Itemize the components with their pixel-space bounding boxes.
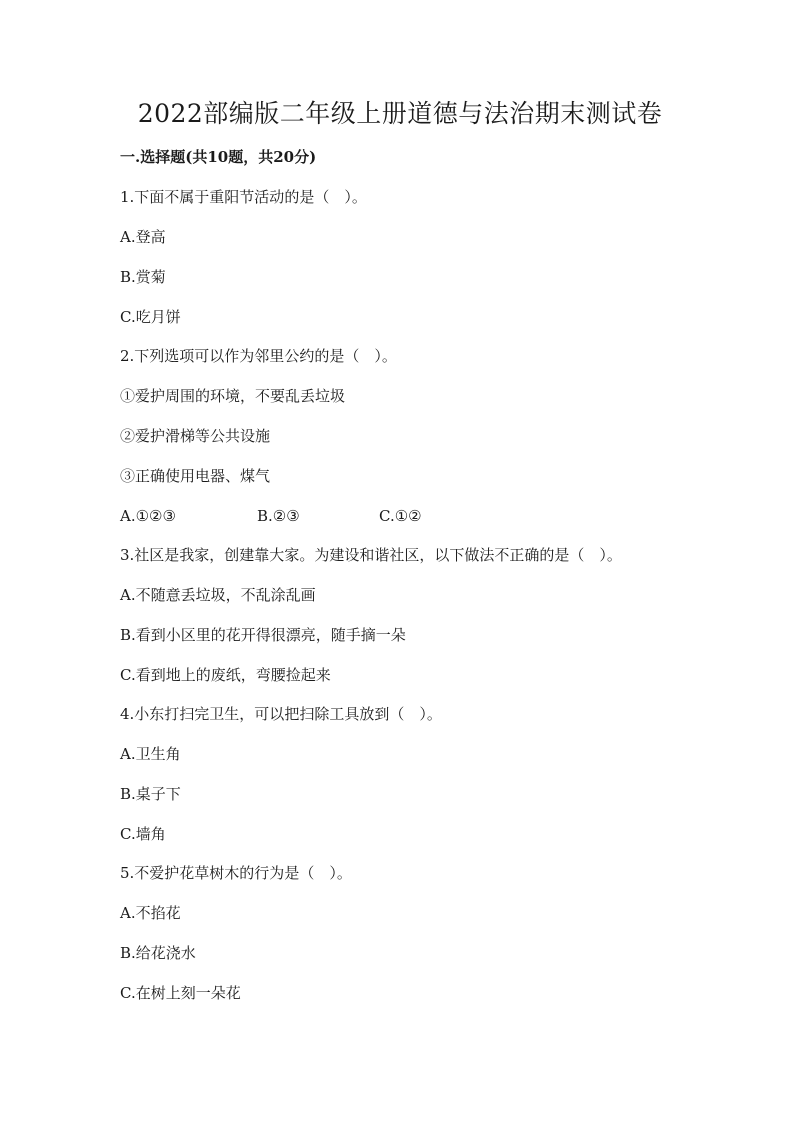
question-1-stem: 1.下面不属于重阳节活动的是（ ）。 — [120, 188, 367, 206]
document-title: 2022部编版二年级上册道德与法治期末测试卷 — [137, 99, 663, 128]
question-2-options-row — [120, 505, 520, 527]
question-4-option-b: B.桌子下 — [120, 785, 181, 803]
question-2-option-c: C.①② — [379, 507, 422, 525]
question-1-option-c: C.吃月饼 — [120, 308, 181, 326]
question-1-option-a: A.登高 — [120, 228, 166, 246]
question-5-stem: 5.不爱护花草树木的行为是（ ）。 — [120, 864, 352, 882]
question-4-option-c: C.墙角 — [120, 825, 166, 843]
question-2-item-3: ③正确使用电器、煤气 — [120, 467, 271, 485]
question-2-option-a: A.①②③ — [120, 507, 176, 525]
question-2-option-b: B.②③ — [257, 507, 300, 525]
question-3-option-a: A.不随意丢垃圾，不乱涂乱画 — [120, 586, 316, 604]
question-2-item-1: ①爱护周围的环境，不要乱丢垃圾 — [120, 387, 346, 405]
question-5-option-b: B.给花浇水 — [120, 944, 196, 962]
section-heading: 一.选择题(共10题，共20分) — [120, 148, 317, 166]
question-2-item-2: ②爱护滑梯等公共设施 — [120, 427, 271, 445]
question-5-option-c: C.在树上刻一朵花 — [120, 984, 241, 1002]
question-3-stem: 3.社区是我家，创建靠大家。为建设和谐社区，以下做法不正确的是（ ）。 — [120, 546, 622, 564]
question-3-option-b: B.看到小区里的花开得很漂亮，随手摘一朵 — [120, 626, 406, 644]
question-4-stem: 4.小东打扫完卫生，可以把扫除工具放到（ ）。 — [120, 705, 442, 723]
question-3-option-c: C.看到地上的废纸，弯腰捡起来 — [120, 666, 331, 684]
question-5-option-a: A.不掐花 — [120, 904, 181, 922]
question-2-stem: 2.下列选项可以作为邻里公约的是（ ）。 — [120, 347, 397, 365]
question-1-option-b: B.赏菊 — [120, 268, 166, 286]
question-4-option-a: A.卫生角 — [120, 745, 181, 763]
